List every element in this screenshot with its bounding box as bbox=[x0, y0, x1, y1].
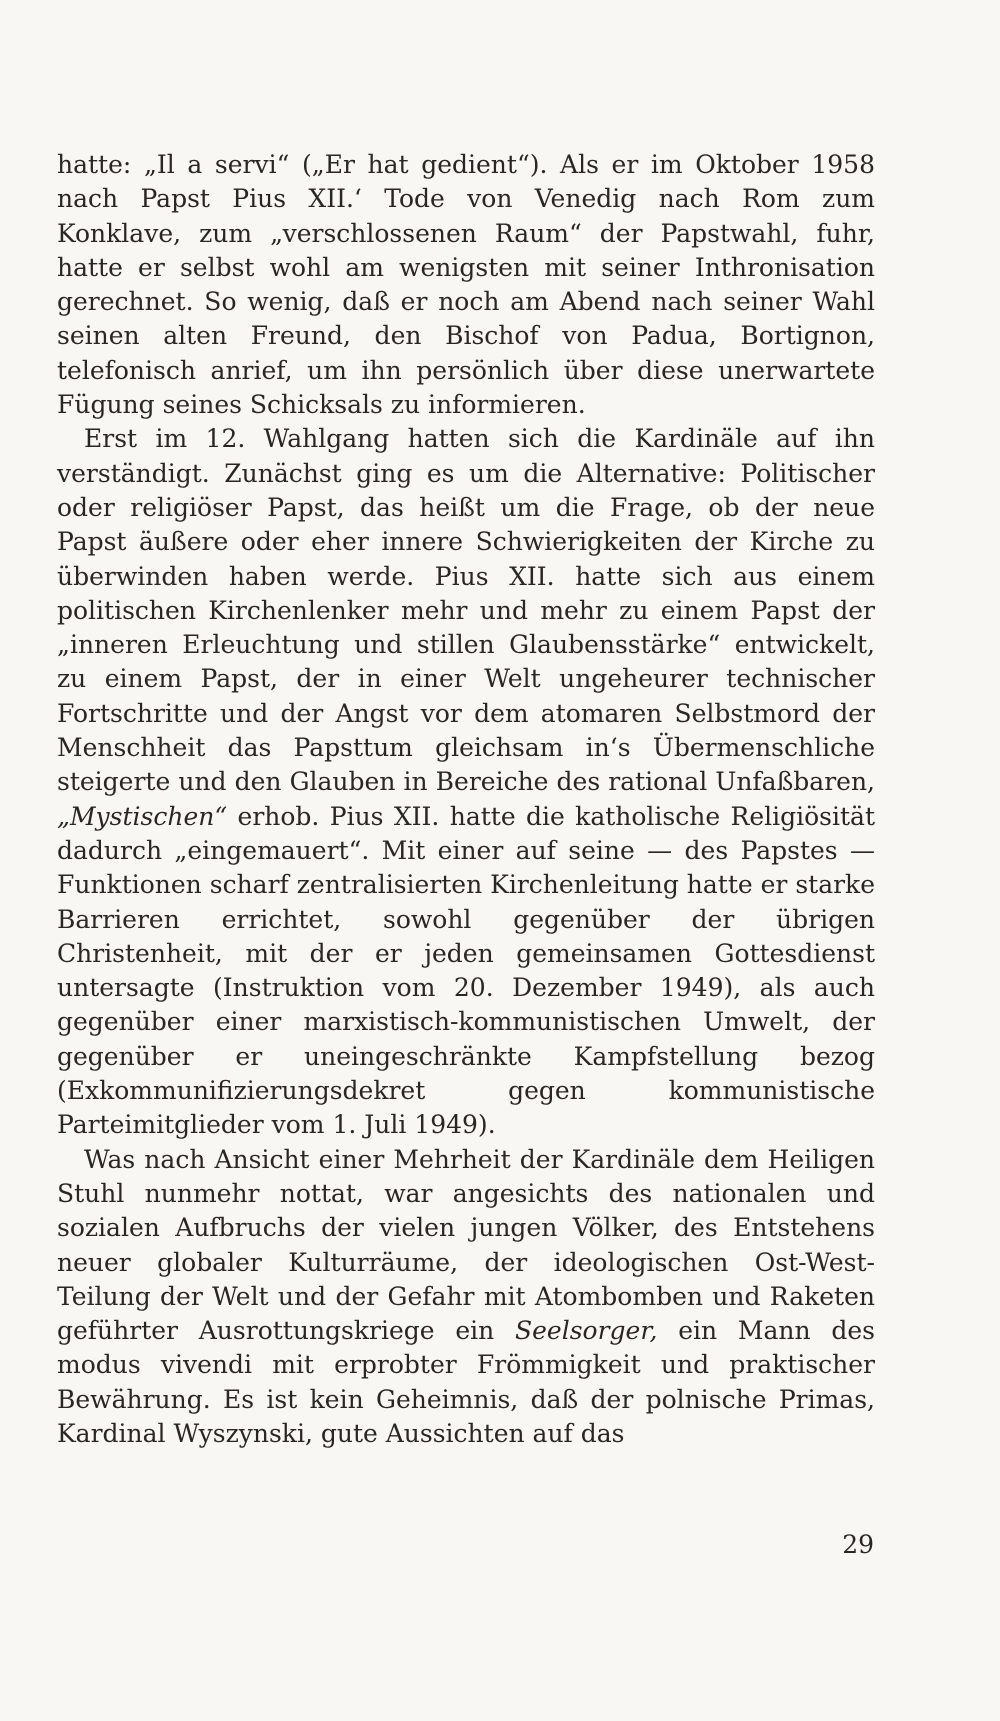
italic-mystischen: „Mystischen“ bbox=[57, 801, 228, 831]
italic-seelsorger: Seelsorger, bbox=[514, 1316, 658, 1346]
paragraph-3-text-b: ein Mann des modus vivendi mit erprobter Frömmigkeit und praktischer Bewährung. Es ist kein Geheimnis, daß der polnische Primas, Kardinal Wyszynski, gute Aussichten auf das bbox=[57, 1316, 875, 1448]
page-number: 29 bbox=[842, 1530, 874, 1559]
paragraph-1-text: hatte: „Il a servi“ („Er hat gedient“). Als er im Oktober 1958 nach Papst Pius XII.‘ Tode von Venedig nach Rom zum Konklave, zum „verschlossenen Raum“ der Papstwahl, fuhr, hatte er selbst wohl am wenigsten mit seiner Inthronisation gerechnet. So wenig, daß er noch am Abend nach seiner Wahl seinen alten Freund, den Bischof von Padua, Bortignon, telefonisch anrief, um ihn persönlich über diese unerwartete Fügung seines Schicksals zu informieren. bbox=[57, 150, 875, 420]
paragraph-3 bbox=[57, 1143, 875, 1452]
paragraph-3-text-a: Was nach Ansicht einer Mehrheit der Kardinäle dem Heiligen Stuhl nunmehr nottat, war angesichts des nationalen und sozialen Aufbruchs der vielen jungen Völker, des Entstehens neuer globaler Kulturräume, der ideologischen Ost-West-Teilung der Welt und der Gefahr mit Atombomben und Raketen geführter Ausrottungskriege ein bbox=[57, 1144, 875, 1346]
paragraph-1 bbox=[57, 148, 875, 422]
paragraph-2 bbox=[57, 422, 875, 1142]
body-text bbox=[57, 148, 875, 1451]
paragraph-2-text-a: Erst im 12. Wahlgang hatten sich die Kardinäle auf ihn verständigt. Zunächst ging es um die Alternative: Politischer oder religiöser Papst, das heißt um die Frage, ob der neue Papst äußere oder eher innere Schwierigkeiten der Kirche zu überwinden haben werde. Pius XII. hatte sich aus einem politischen Kirchenlenker mehr und mehr zu einem Papst der „inneren Erleuchtung und stillen Glaubensstärke“ entwickelt, zu einem Papst, der in einer Welt ungeheurer technischer Fortschritte und der Angst vor dem atomaren Selbstmord der Menschheit das Papsttum gleichsam in‘s Übermenschliche steigerte und den Glauben in Bereiche des rational Unfaßbaren, bbox=[57, 424, 875, 797]
paragraph-2-text-b: erhob. Pius XII. hatte die katholische Religiösität dadurch „eingemauert“. Mit einer auf seine — des Papstes — Funktionen scharf zentralisierten Kirchenleitung hatte er starke Barrieren errichtet, sowohl gegenüber der übrigen Christenheit, mit der er jeden gemeinsamen Gottesdienst untersagte (Instruktion vom 20. Dezember 1949), als auch gegenüber einer marxistisch-kommunistischen Umwelt, der gegenüber er uneingeschränkte Kampfstellung bezog (Exkommunifizierungsdekret gegen kommunistische Parteimitglieder vom 1. Juli 1949). bbox=[57, 801, 875, 1140]
